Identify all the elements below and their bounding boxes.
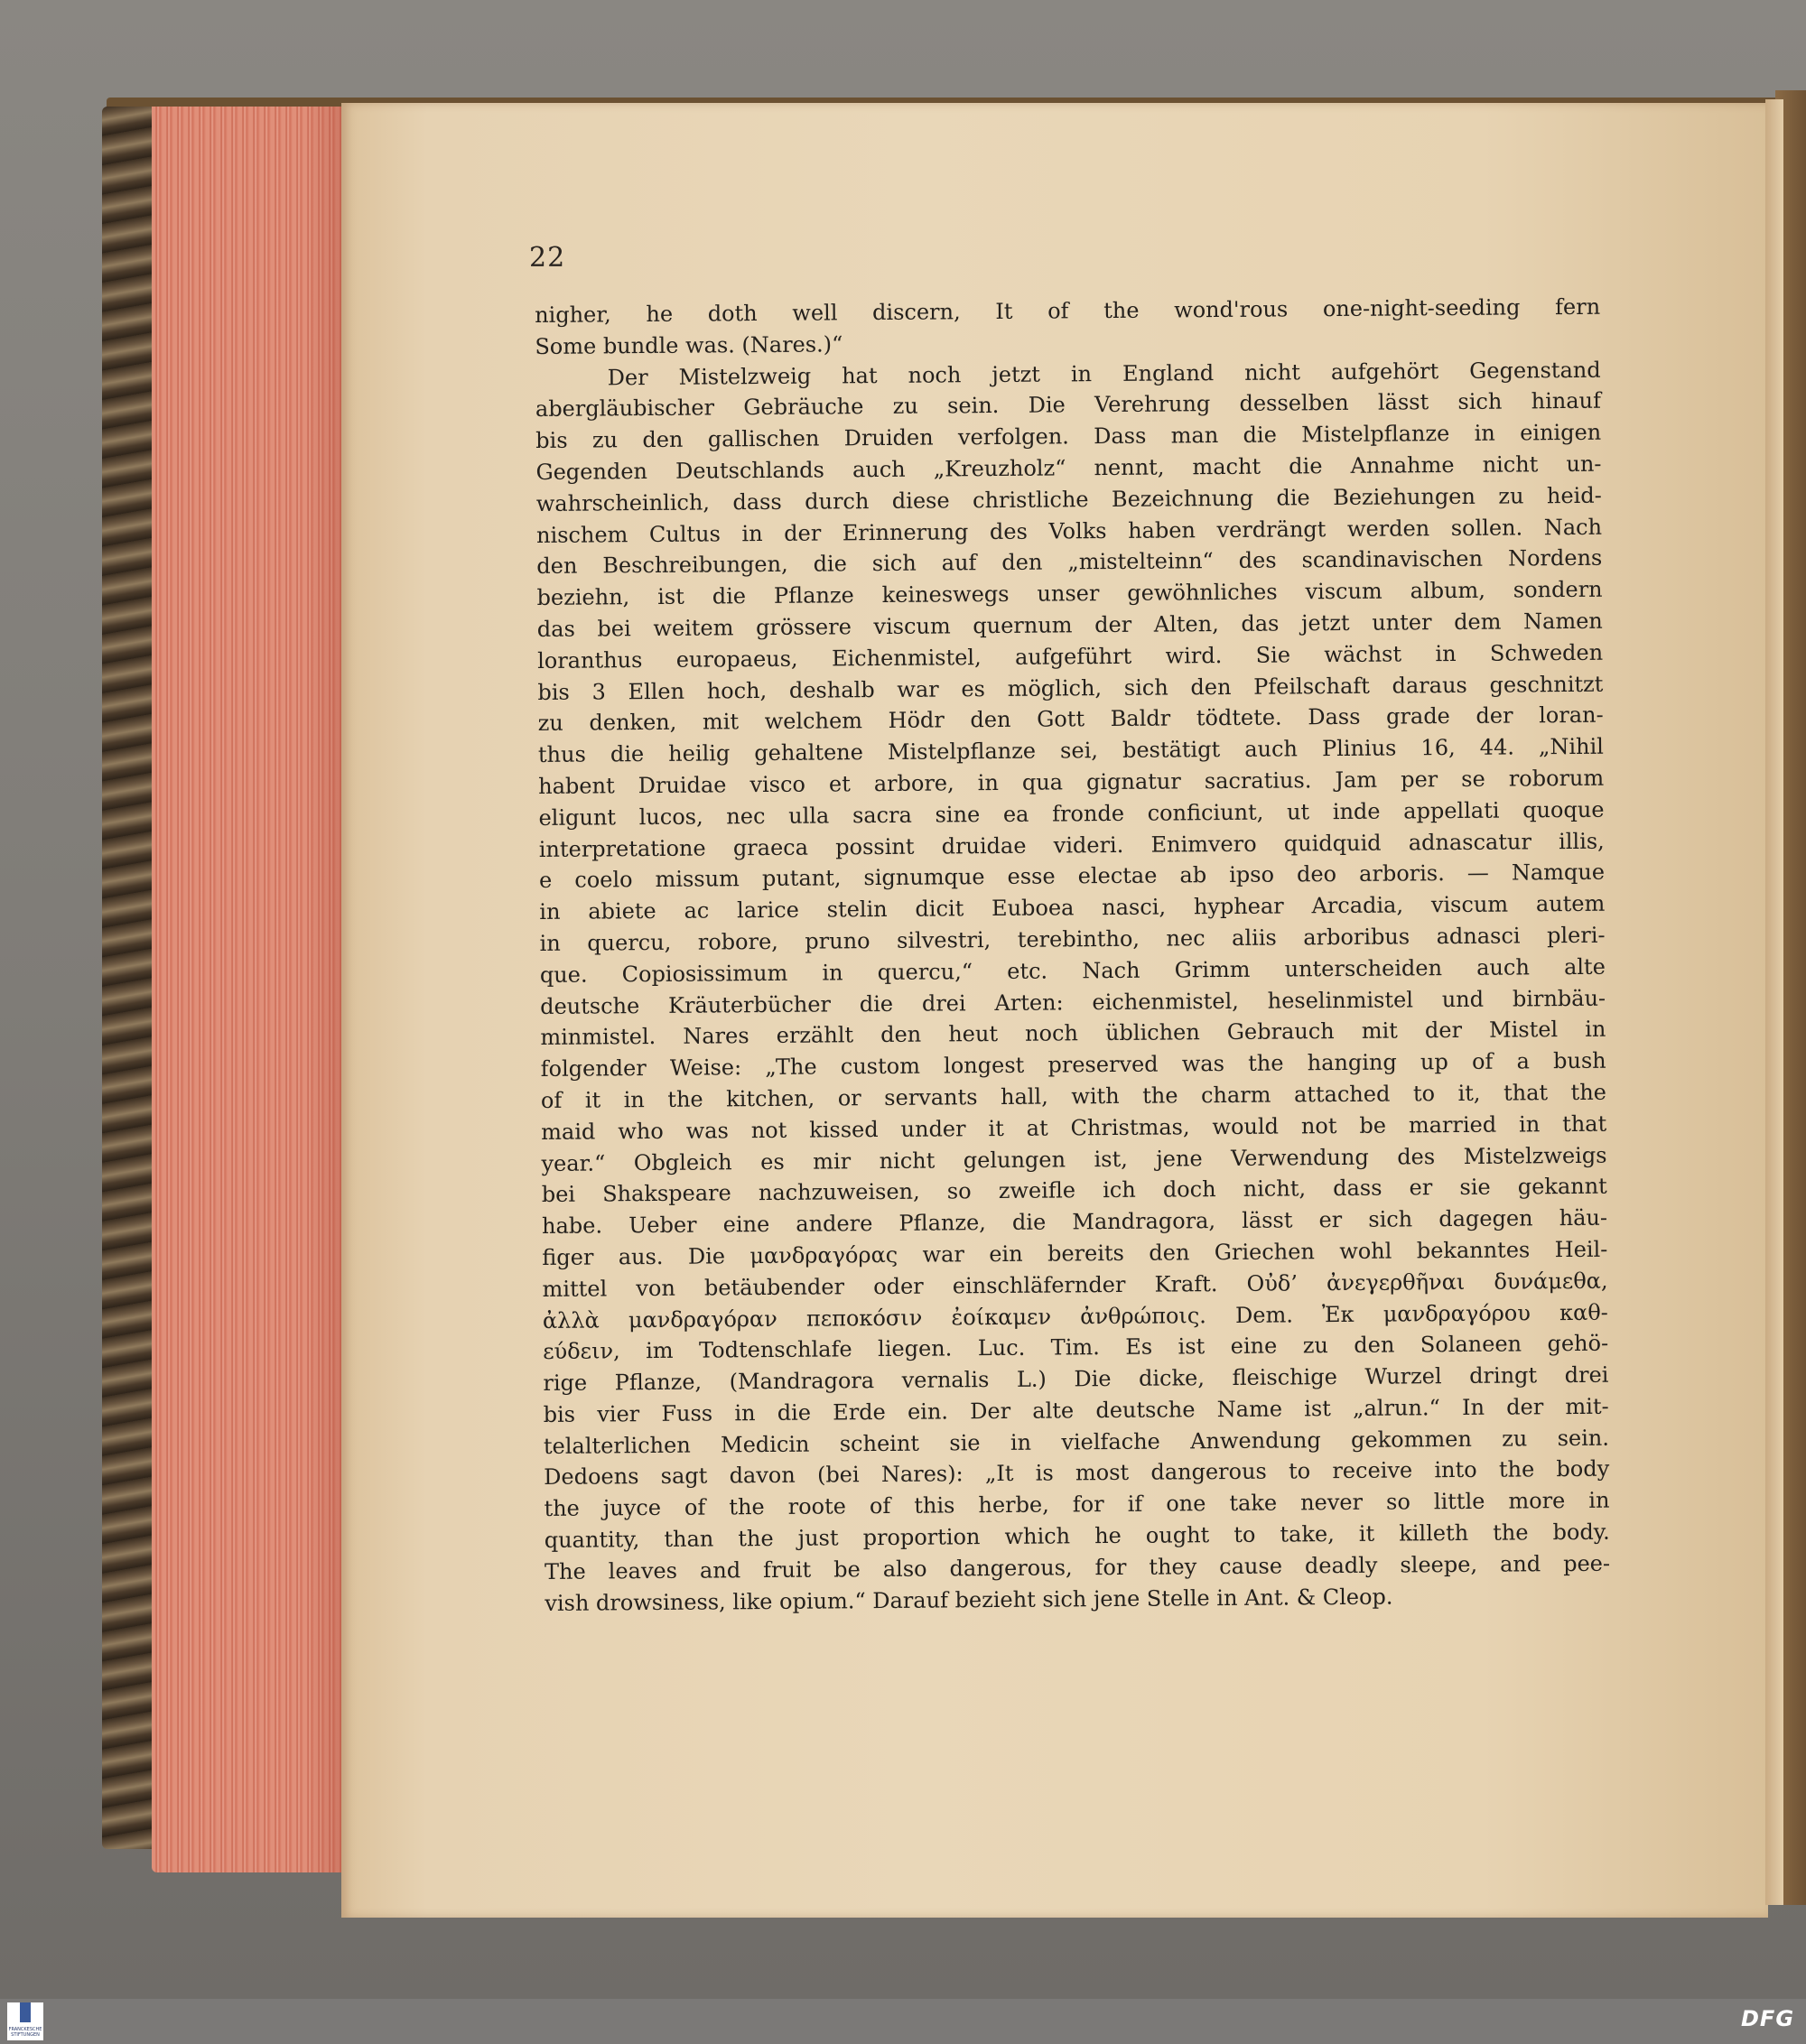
text-line: e coelo missum putant, signumque esse electae ab ipso deo arboris. — Namque <box>538 859 1606 894</box>
institution-logo <box>7 2002 43 2040</box>
text-line: minmistel. Nares erzählt den heut noch üblichen Gebrauch mit der Mistel in <box>540 1017 1606 1051</box>
text-line: Some bundle was. (Nares.)“ <box>535 331 843 359</box>
text-line: habent Druidae visco et arbore, in qua gignatur sacratius. Jam per se roborum <box>538 765 1605 799</box>
text-line: rige Pflanze, (Mandragora vernalis L.) Die dicke, fleischige Wurzel dringt drei <box>543 1361 1609 1397</box>
text-line: quantity, than the just proportion which he ought to take, it killeth the body. <box>544 1519 1610 1554</box>
body-text <box>535 292 1610 1620</box>
text-line: nischem Cultus in der Erinnerung des Volks haben verdrängt werden sollen. Nach <box>535 514 1603 548</box>
text-line: que. Copiosissimum in quercu,“ etc. Nach Grimm unterscheiden auch alte <box>539 953 1606 988</box>
text-line: das bei weitem grössere viscum quernum der Alten, das jetzt unter dem Namen <box>536 608 1603 642</box>
text-line: ἀλλὰ μανδραγόραν πεποκόσιν ἐοίκαμεν ἀνθρώποις. Dem. Ἐκ μανδραγόρου καθ- <box>542 1299 1608 1333</box>
text-line: loranthus europaeus, Eichenmistel, aufgeführt wird. Sie wächst in Schweden <box>537 639 1604 674</box>
text-line: beziehn, ist die Pflanze keineswegs unser gewöhnliches viscum album, sondern <box>536 576 1603 611</box>
text-line: Dedoens sagt davon (bei Nares): „It is most dangerous to receive into the body <box>544 1456 1610 1491</box>
text-line: mittel von betäubender oder einschläfernder Kraft. Οὐδ’ ἀνεγερθῆναι δυνάμεθα, <box>542 1268 1608 1302</box>
text-line: thus die heilig gehaltene Mistelpflanze sei, bestätigt auch Plinius 16, 44. „Nihil <box>537 733 1605 768</box>
text-line: zu denken, mit welchem Hödr den Gott Baldr tödtete. Dass grade der loran- <box>537 702 1604 737</box>
text-line: bis zu den gallischen Druiden verfolgen. Dass man die Mistelpflanze in einigen <box>535 419 1602 454</box>
text-line: interpretatione graeca possint druidae videri. Enimvero quidquid adnascatur illis, <box>538 828 1605 862</box>
text-line: eligunt lucos, nec ulla sacra sine ea fronde conficiunt, ut inde appellati quoque <box>538 796 1605 831</box>
text-line: wahrscheinlich, dass durch diese christliche Bezeichnung die Beziehungen zu heid- <box>535 482 1602 516</box>
text-line: vish drowsiness, like opium.“ Darauf bezieht sich jene Stelle in Ant. & Cleop. <box>545 1584 1393 1616</box>
text-line: bis 3 Ellen hoch, deshalb war es möglich, sich den Pfeilschaft daraus geschnitzt <box>537 671 1604 705</box>
text-line: Gegenden Deutschlands auch „Kreuzholz“ nennt, macht die Annahme nicht un- <box>535 451 1602 485</box>
text-line: in abiete ac larice stelin dicit Euboea nasci, hyphear Arcadia, viscum autem <box>539 890 1606 925</box>
text-line: of it in the kitchen, or servants hall, with the charm attached to it, that the <box>540 1079 1607 1113</box>
text-line: Der Mistelzweig hat noch jetzt in England nicht aufgehört Gegenstand <box>607 357 1601 390</box>
text-line: bei Shakspeare nachzuweisen, so zweifle ich doch nicht, dass er sie gekannt <box>541 1174 1607 1208</box>
book-cover-marbled <box>102 107 158 1849</box>
text-line: The leaves and fruit be also dangerous, for they cause deadly sleepe, and pee- <box>544 1550 1611 1584</box>
text-line: bis vier Fuss in die Erde ein. Der alte deutsche Name ist „alrun.“ In der mit- <box>543 1393 1609 1427</box>
text-line: year.“ Obgleich es mir nicht gelungen ist, jene Verwendung des Mistelzweigs <box>541 1142 1607 1176</box>
text-line: in quercu, robore, pruno silvestri, terebintho, nec aliis arboribus adnasci pleri- <box>539 922 1606 956</box>
institution-logo-text: FRANCKESCHE STIFTUNGEN <box>8 2027 42 2038</box>
page-number: 22 <box>529 242 566 274</box>
dfg-logo: DFG <box>1741 2006 1795 2031</box>
text-line: εύδειν, im Todtenschlafe liegen. Luc. Tim. Es ist eine zu den Solaneen gehö- <box>543 1330 1609 1365</box>
text-line: telalterlichen Medicin scheint sie in vielfache Anwendung gekommen zu sein. <box>543 1425 1610 1459</box>
viewer-footer-bar <box>0 1999 1806 2044</box>
text-line: folgender Weise: „The custom longest preserved was the hanging up of a bush <box>540 1047 1606 1082</box>
text-line: nigher, he doth well discern, It of the wond'rous one-night-seeding fern <box>535 293 1601 328</box>
text-line: the juyce of the roote of this herbe, for if one take never so little more in <box>544 1487 1610 1522</box>
text-line: deutsche Kräuterbücher die drei Arten: eichenmistel, heselinmistel und birnbäu- <box>540 985 1606 1019</box>
page-gutter <box>1765 99 1783 1905</box>
text-line: habe. Ueber eine andere Pflanze, die Mandragora, lässt er sich dagegen häu- <box>541 1204 1608 1240</box>
text-line: abergläubischer Gebräuche zu sein. Die Verehrung desselben lässt sich hinauf <box>535 388 1602 423</box>
text-line: figer aus. Die μανδραγόρας war ein bereits den Griechen wohl bekanntes Heil- <box>542 1236 1608 1270</box>
text-line: maid who was not kissed under it at Christmas, would not be married in that <box>541 1110 1607 1145</box>
text-line: den Beschreibungen, die sich auf den „mistelteinn“ des scandinavischen Nordens <box>536 545 1603 580</box>
institution-logo-icon <box>20 2002 31 2022</box>
